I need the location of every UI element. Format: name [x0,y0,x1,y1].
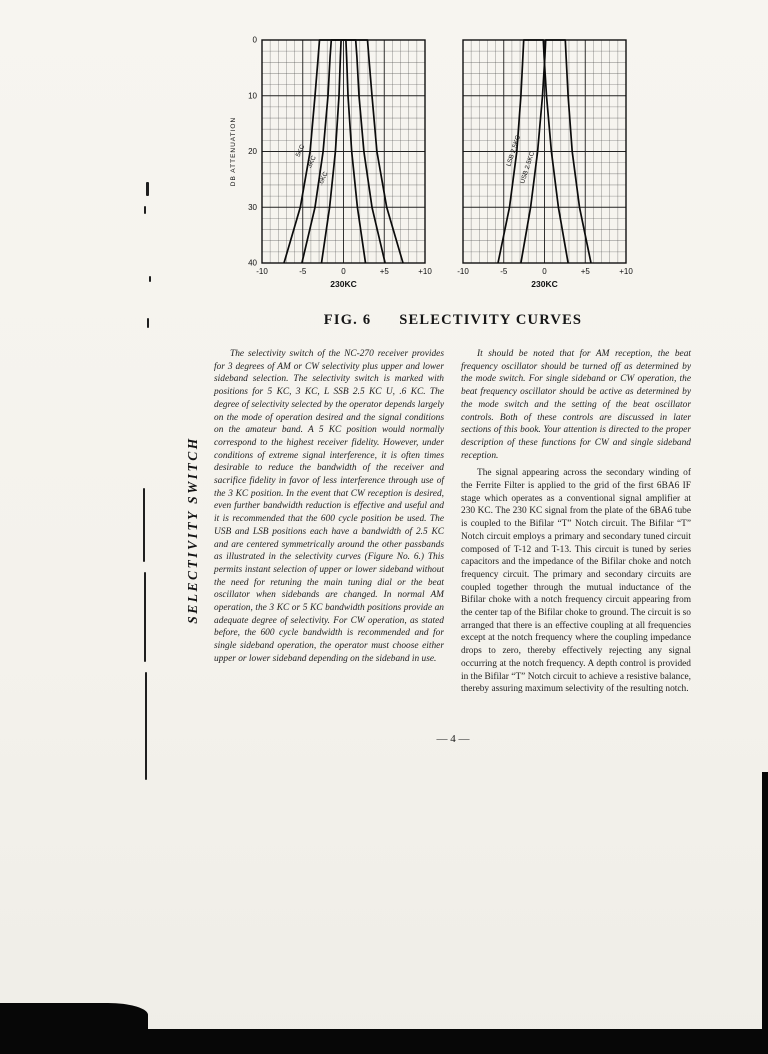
scan-binding-mark [144,206,146,214]
page-number: — 4 — [436,733,470,745]
svg-text:0: 0 [341,267,346,276]
scan-binding-mark [145,672,147,780]
right-column-paragraph-roman: The signal appearing across the secondary winding of the Ferrite Filter is applied to the grid of the first 6BA6 IF stage which operates as a conventional signal amplifier at 230 KC. The 230 KC signal from the plate of the 6BA6 tube is coupled to the Bifilar “T” Notch circuit. The Bifilar “T” Notch circuit employs a primary and secondary tuned circuit composed of T-12 and T-13. This circuit is tuned by series capacitors and the impedance of the Bifilar choke and notch frequency circuit. The primary and secondary circuits are coupled together through the mutual inductance of the Bifilar choke with a notch frequency circuit appearing from the center tap of the Bifilar choke to ground. The circuit is so arranged that there is an effective coupling at all frequencies except at the notch frequency where the coupling impedance drops to zero, thereby effectively rejecting any signal occurring at the notch frequency. A depth control is provided in the Bifilar “T” Notch circuit to achieve a resistive balance, thereby assuring maximum selectivity of the resulting notch. [461,468,691,695]
left-column [214,348,444,696]
svg-text:5KC: 5KC [294,143,307,159]
scan-edge-shadow [0,1029,768,1054]
figure-caption [213,312,693,329]
svg-text:-5: -5 [299,267,307,276]
right-column [461,348,691,696]
svg-text:DB ATTENUATION: DB ATTENUATION [230,116,237,187]
selectivity-chart-sideband [452,34,637,299]
selectivity-chart-am-cw-svg [218,34,433,299]
svg-text:30: 30 [248,202,257,212]
svg-text:3KC: 3KC [306,154,318,170]
svg-text:0: 0 [252,35,257,45]
svg-text:230KC: 230KC [531,279,558,289]
left-column-paragraph: The selectivity switch of the NC-270 receiver provides for 3 degrees of AM or CW selectivity plus upper and lower sideband selection. The selectivity switch is marked with positions for 5 KC, 3 KC, L SSB 2.5 KC U, .6 KC. The degree of selectivity selected by the operator depends largely on the mode of operation desired and the signal conditions on the amateur band. A 5 KC position would normally correspond to the highest receiver fidelity. However, under conditions of extreme signal interference, it is often times desirable to reduce the bandwidth of the receiver and sacrifice fidelity in favor of less interference through use of the 3 KC position. In the event that CW reception is desired, even further bandwidth reduction is effective and useful and it is recommended that the 600 cycle position be used. The USB and LSB positions each have a bandwidth of 2.5 KC and are centered symmetrically around the other passbands as illustrated in the selectivity curves (Figure No. 6.) This permits instant selection of upper or lower sideband without the need for retuning the main tuning dial or the beat oscillator when sidebands are changed. In normal AM operation, the 3 KC or 5 KC bandwidth positions provide an adequate degree of selectivity. For CW operation, as stated before, the 600 cycle bandwidth is recommended and for single sideband operation, the operator must choose either upper or lower sideband depending on the sideband in use. [214,349,444,664]
scan-binding-mark [144,572,146,662]
body-text-columns [214,348,692,696]
scan-edge-shadow [762,772,768,1054]
selectivity-chart-am-cw [218,34,433,299]
svg-text:+10: +10 [619,267,633,276]
scan-binding-mark [143,488,145,562]
svg-text:+5: +5 [580,267,590,276]
svg-text:-10: -10 [256,267,268,276]
right-column-paragraph-italic: It should be noted that for AM reception, the beat frequency oscillator should be turned off as determined by the mode switch. For single sideband or CW operation, the beat frequency oscillator should be active as determined by the mode switch and the setting of the beat oscillator controls. Both of these controls are discussed in later sections of this book. Your attention is directed to the proper description of these functions for CW and single sideband reception. [461,349,691,461]
selectivity-chart-sideband-svg [452,34,637,299]
scan-binding-mark [147,318,149,328]
svg-text:20: 20 [248,147,257,156]
svg-text:+10: +10 [418,267,432,276]
svg-text:USB 2.5KC: USB 2.5KC [519,150,537,185]
svg-text:+5: +5 [379,267,389,276]
scan-binding-mark [146,182,149,196]
svg-text:230KC: 230KC [330,279,357,289]
svg-text:40: 40 [248,258,257,268]
figure-caption-number: FIG. 6 [323,312,372,328]
svg-text:0: 0 [542,267,547,276]
figure-caption-title: SELECTIVITY CURVES [399,312,583,328]
svg-text:LSB 2.5KC: LSB 2.5KC [505,134,523,168]
svg-text:10: 10 [248,91,257,101]
svg-text:.6KC: .6KC [317,170,330,187]
vertical-chapter-label: SELECTIVITY SWITCH [185,436,200,624]
svg-text:-10: -10 [457,267,469,276]
svg-text:-5: -5 [500,267,508,276]
scan-binding-mark [149,276,151,282]
